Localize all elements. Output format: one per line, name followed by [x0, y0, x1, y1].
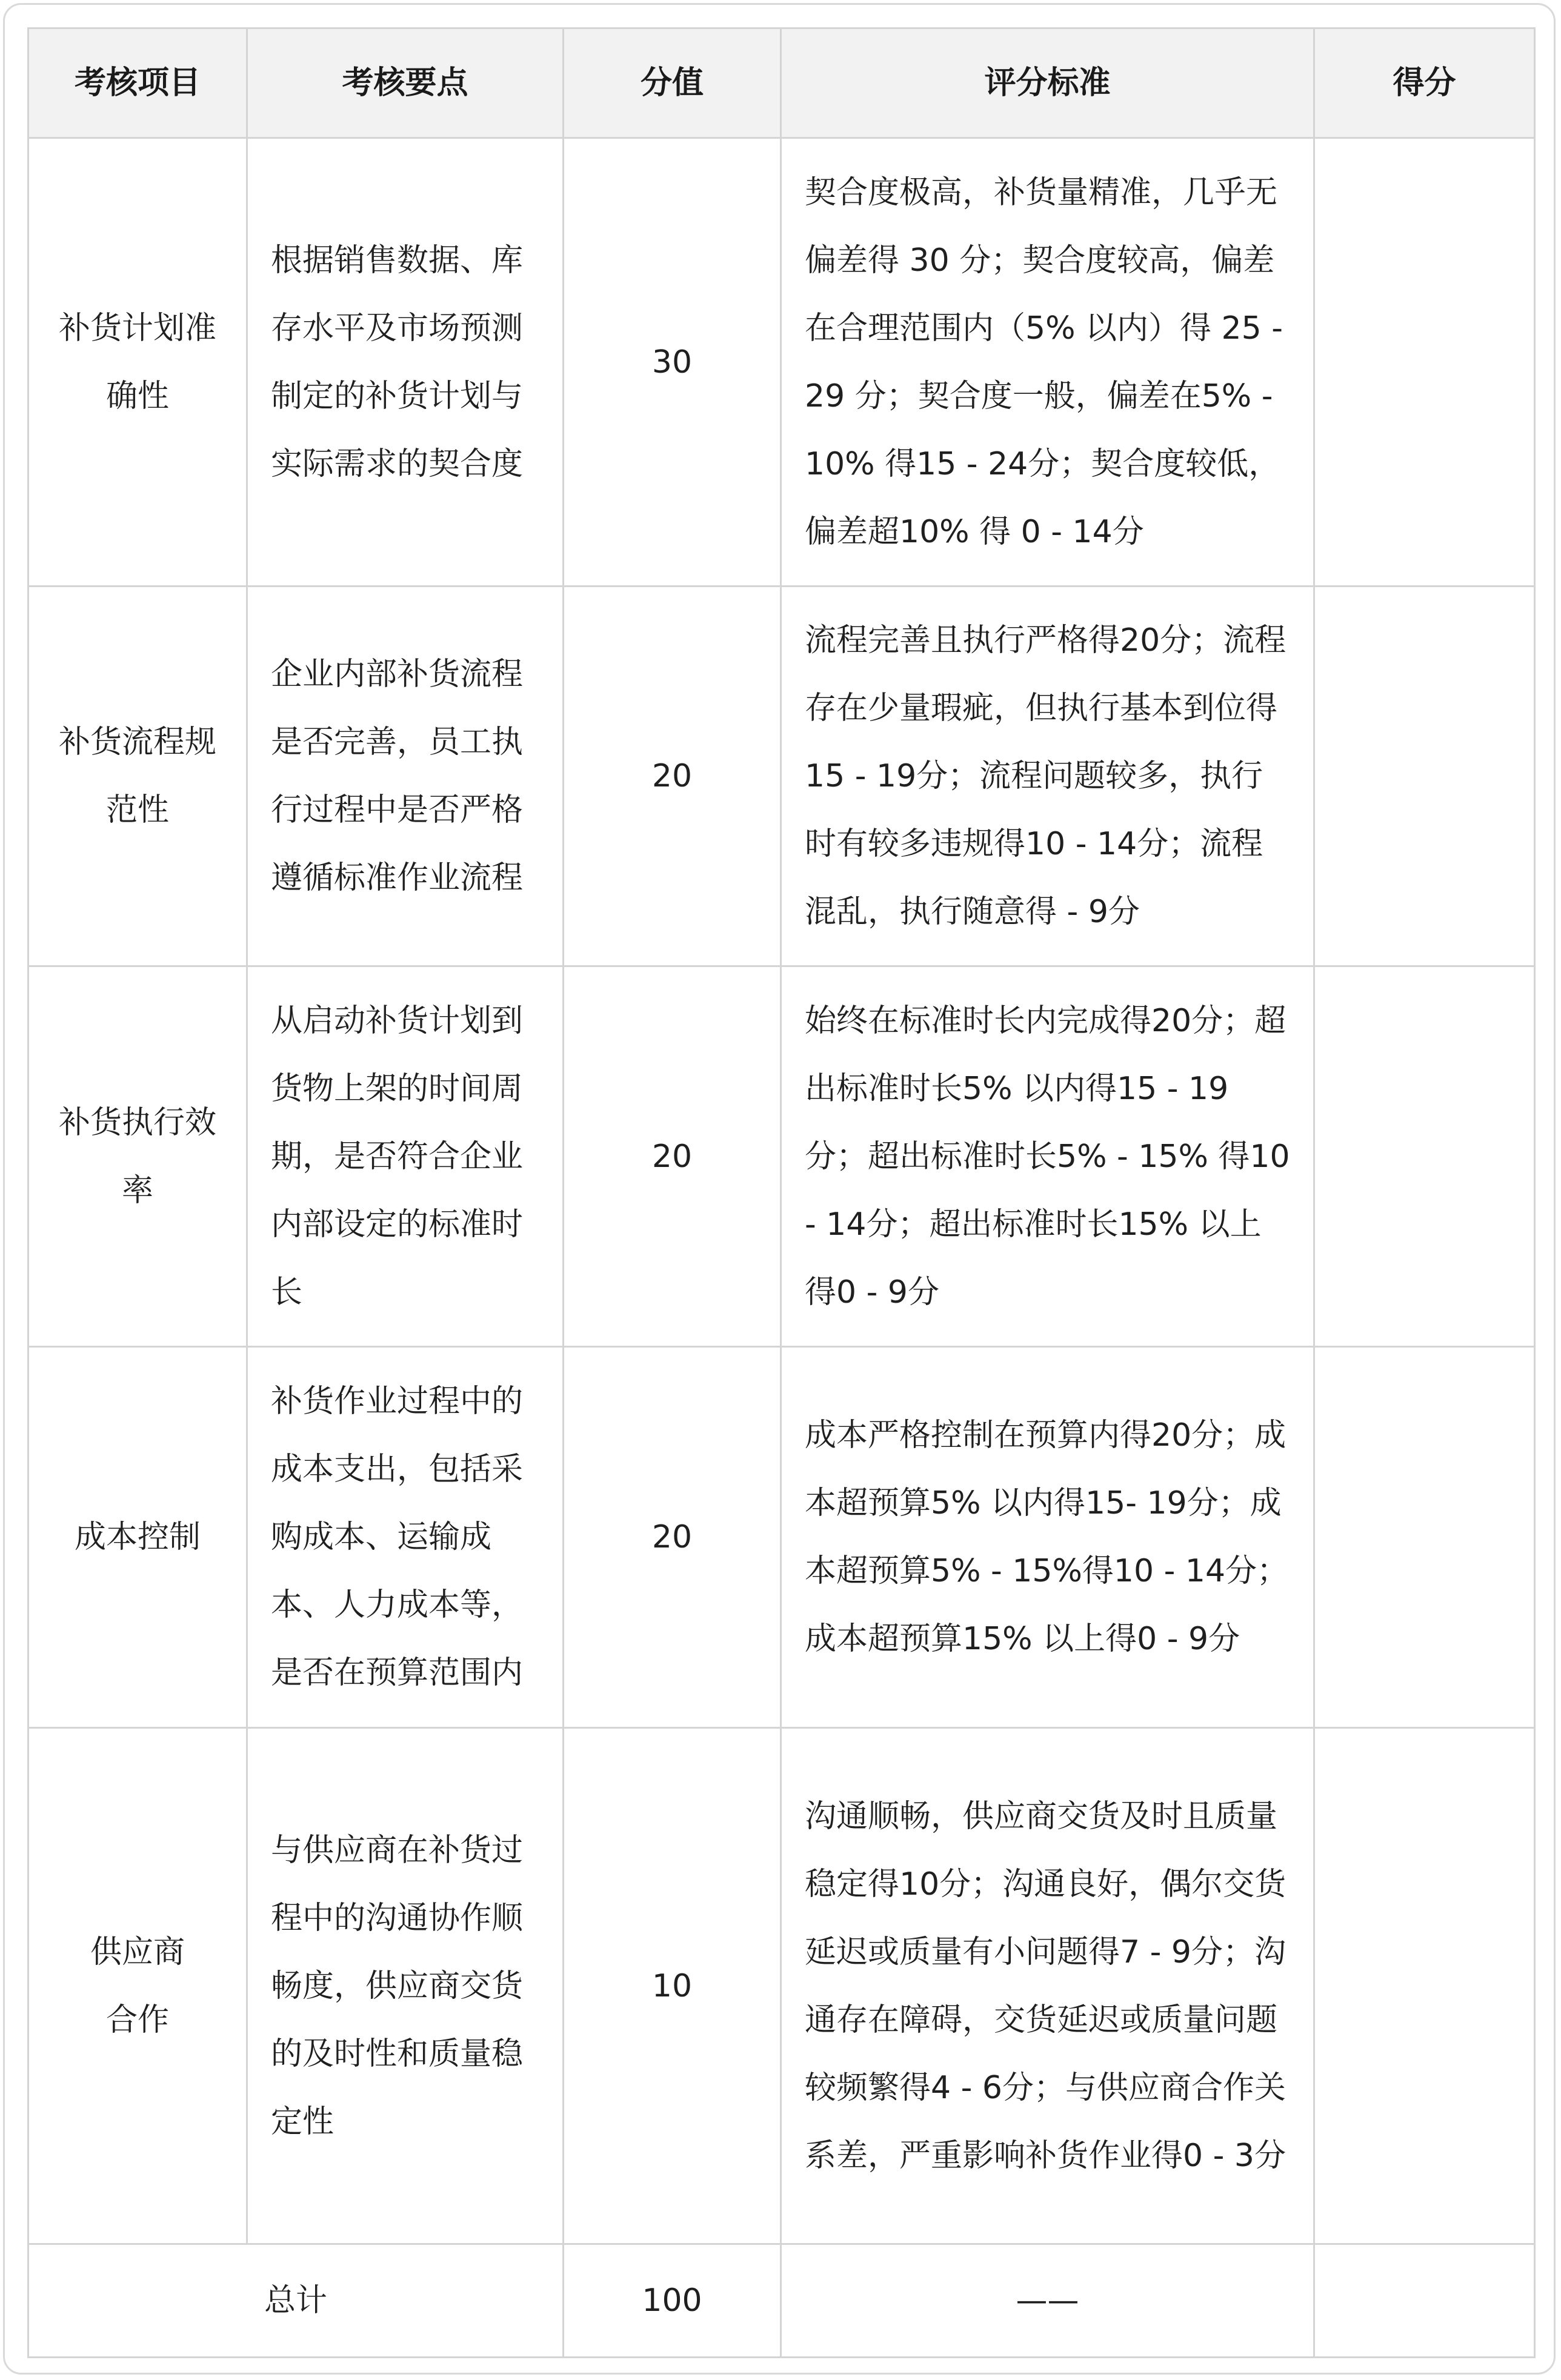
row-score: 10 [564, 1728, 781, 2244]
table-header-row [28, 28, 1535, 138]
row-point: 从启动补货计划到货物上架的时间周期，是否符合企业内部设定的标准时长 [247, 966, 564, 1347]
total-label: 总计 [28, 2244, 564, 2358]
total-score: 100 [564, 2244, 781, 2358]
row-result-cell[interactable] [1314, 1347, 1535, 1728]
table-row [28, 1347, 1535, 1728]
row-criteria: 流程完善且执行严格得20分；流程存在少量瑕疵，但执行基本到位得 15 - 19分；流程问题较多，执行时有较多违规得10 - 14分；流程混乱，执行随意得 - 9分 [781, 587, 1314, 966]
header-criteria: 评分标准 [781, 28, 1314, 138]
row-point: 企业内部补货流程是否完善，员工执行过程中是否严格遵循标准作业流程 [247, 587, 564, 966]
row-point: 补货作业过程中的成本支出，包括采购成本、运输成本、人力成本等，是否在预算范围内 [247, 1347, 564, 1728]
table-row [28, 1728, 1535, 2244]
row-score: 20 [564, 587, 781, 966]
row-result-cell[interactable] [1314, 587, 1535, 966]
row-criteria: 契合度极高，补货量精准，几乎无偏差得 30 分；契合度较高，偏差在合理范围内（5% 以内）得 25 - 29 分；契合度一般，偏差在5% - 10% 得15 - 24分；契合度较低，偏差超10% 得 0 - 14分 [781, 138, 1314, 587]
header-item: 考核项目 [28, 28, 247, 138]
assessment-table [27, 27, 1536, 2358]
total-row [28, 2244, 1535, 2358]
row-criteria: 成本严格控制在预算内得20分；成本超预算5% 以内得15- 19分；成本超预算5% - 15%得10 - 14分；成本超预算15% 以上得0 - 9分 [781, 1347, 1314, 1728]
header-score: 分值 [564, 28, 781, 138]
table-row [28, 587, 1535, 966]
row-result-cell[interactable] [1314, 966, 1535, 1347]
row-item: 供应商合作 [28, 1728, 247, 2244]
total-criteria: —— [781, 2244, 1314, 2358]
row-criteria: 始终在标准时长内完成得20分；超出标准时长5% 以内得15 - 19分；超出标准时长5% - 15% 得10 - 14分；超出标准时长15% 以上得0 - 9分 [781, 966, 1314, 1347]
row-criteria: 沟通顺畅，供应商交货及时且质量稳定得10分；沟通良好，偶尔交货延迟或质量有小问题得7 - 9分；沟通存在障碍，交货延迟或质量问题较频繁得4 - 6分；与供应商合作关系差，严重影响补货作业得0 - 3分 [781, 1728, 1314, 2244]
total-result-cell[interactable] [1314, 2244, 1535, 2358]
row-point: 与供应商在补货过程中的沟通协作顺畅度，供应商交货的及时性和质量稳定性 [247, 1728, 564, 2244]
row-point: 根据销售数据、库存水平及市场预测制定的补货计划与实际需求的契合度 [247, 138, 564, 587]
table-row [28, 138, 1535, 587]
table-row [28, 966, 1535, 1347]
row-result-cell[interactable] [1314, 138, 1535, 587]
row-item: 补货流程规范性 [28, 587, 247, 966]
row-score: 20 [564, 1347, 781, 1728]
row-score: 30 [564, 138, 781, 587]
row-score: 20 [564, 966, 781, 1347]
row-item: 补货计划准确性 [28, 138, 247, 587]
row-item: 成本控制 [28, 1347, 247, 1728]
header-result: 得分 [1314, 28, 1535, 138]
header-point: 考核要点 [247, 28, 564, 138]
row-result-cell[interactable] [1314, 1728, 1535, 2244]
row-item: 补货执行效率 [28, 966, 247, 1347]
